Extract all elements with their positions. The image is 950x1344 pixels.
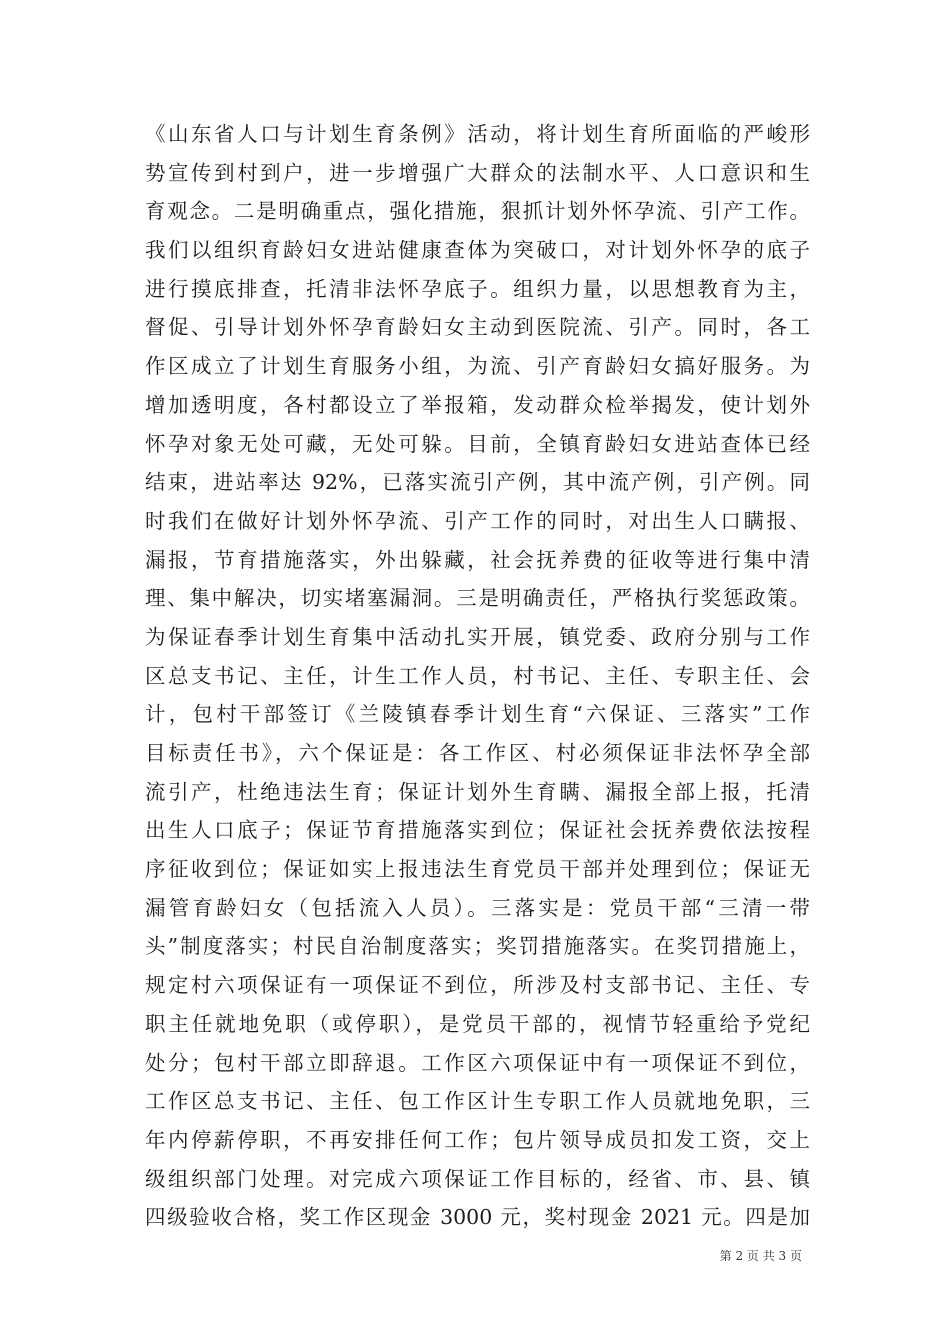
text-line: 督促、引导计划外怀孕育龄妇女主动到医院流、引产。同时，各工 [145, 315, 810, 340]
text-line: 区总支书记、主任，计生工作人员，村书记、主任、专职主任、会 [145, 663, 810, 688]
body-text [145, 115, 810, 1237]
text-line: 怀孕对象无处可藏，无处可躲。目前，全镇育龄妇女进站查体已经 [145, 431, 810, 456]
text-line: 进行摸底排查，托清非法怀孕底子。组织力量，以思想教育为主， [145, 276, 810, 301]
text-line: 势宣传到村到户，进一步增强广大群众的法制水平、人口意识和生 [145, 160, 810, 185]
text-line: 出生人口底子；保证节育措施落实到位；保证社会抚养费依法按程 [145, 818, 810, 843]
text-line: 结束，进站率达 92%，已落实流引产例，其中流产例，引产例。同 [145, 470, 810, 495]
text-line: 序征收到位；保证如实上报违法生育党员干部并处理到位；保证无 [145, 857, 810, 882]
text-line: 计，包村干部签订《兰陵镇春季计划生育“六保证、三落实”工作 [145, 702, 810, 727]
text-line: 头”制度落实；村民自治制度落实；奖罚措施落实。在奖罚措施上， [145, 934, 810, 959]
text-line: 年内停薪停职，不再安排任何工作；包片领导成员扣发工资，交上 [145, 1127, 810, 1152]
text-line: 作区成立了计划生育服务小组，为流、引产育龄妇女搞好服务。为 [145, 354, 810, 379]
text-line: 处分；包村干部立即辞退。工作区六项保证中有一项保证不到位， [145, 1050, 810, 1075]
text-line: 理、集中解决，切实堵塞漏洞。三是明确责任，严格执行奖惩政策。 [145, 586, 810, 611]
text-line: 漏报，节育措施落实，外出躲藏，社会抚养费的征收等进行集中清 [145, 547, 810, 572]
text-line: 流引产，杜绝违法生育；保证计划外生育瞒、漏报全部上报，托清 [145, 779, 810, 804]
text-line: 规定村六项保证有一项保证不到位，所涉及村支部书记、主任、专 [145, 973, 810, 998]
text-line: 增加透明度，各村都设立了举报箱，发动群众检举揭发，使计划外 [145, 392, 810, 417]
text-line: 工作区总支书记、主任、包工作区计生专职工作人员就地免职，三 [145, 1089, 810, 1114]
text-line: 四级验收合格，奖工作区现金 3000 元，奖村现金 2021 元。四是加 [145, 1205, 810, 1230]
text-line: 职主任就地免职（或停职），是党员干部的，视情节轻重给予党纪 [145, 1011, 810, 1036]
text-line: 漏管育龄妇女（包括流入人员）。三落实是：党员干部“三清一带 [145, 895, 810, 920]
text-line: 目标责任书》，六个保证是：各工作区、村必须保证非法怀孕全部 [145, 741, 810, 765]
text-line: 为保证春季计划生育集中活动扎实开展，镇党委、政府分别与工作 [145, 624, 810, 649]
text-line: 我们以组织育龄妇女进站健康查体为突破口，对计划外怀孕的底子 [145, 238, 810, 263]
text-line: 级组织部门处理。对完成六项保证工作目标的，经省、市、县、镇 [145, 1166, 810, 1191]
text-line: 育观念。二是明确重点，强化措施，狠抓计划外怀孕流、引产工作。 [145, 199, 810, 224]
text-line: 《山东省人口与计划生育条例》活动，将计划生育所面临的严峻形 [145, 122, 810, 146]
text-line: 时我们在做好计划外怀孕流、引产工作的同时，对出生人口瞒报、 [145, 508, 810, 533]
page-number: 第 2 页 共 3 页 [719, 1249, 802, 1263]
